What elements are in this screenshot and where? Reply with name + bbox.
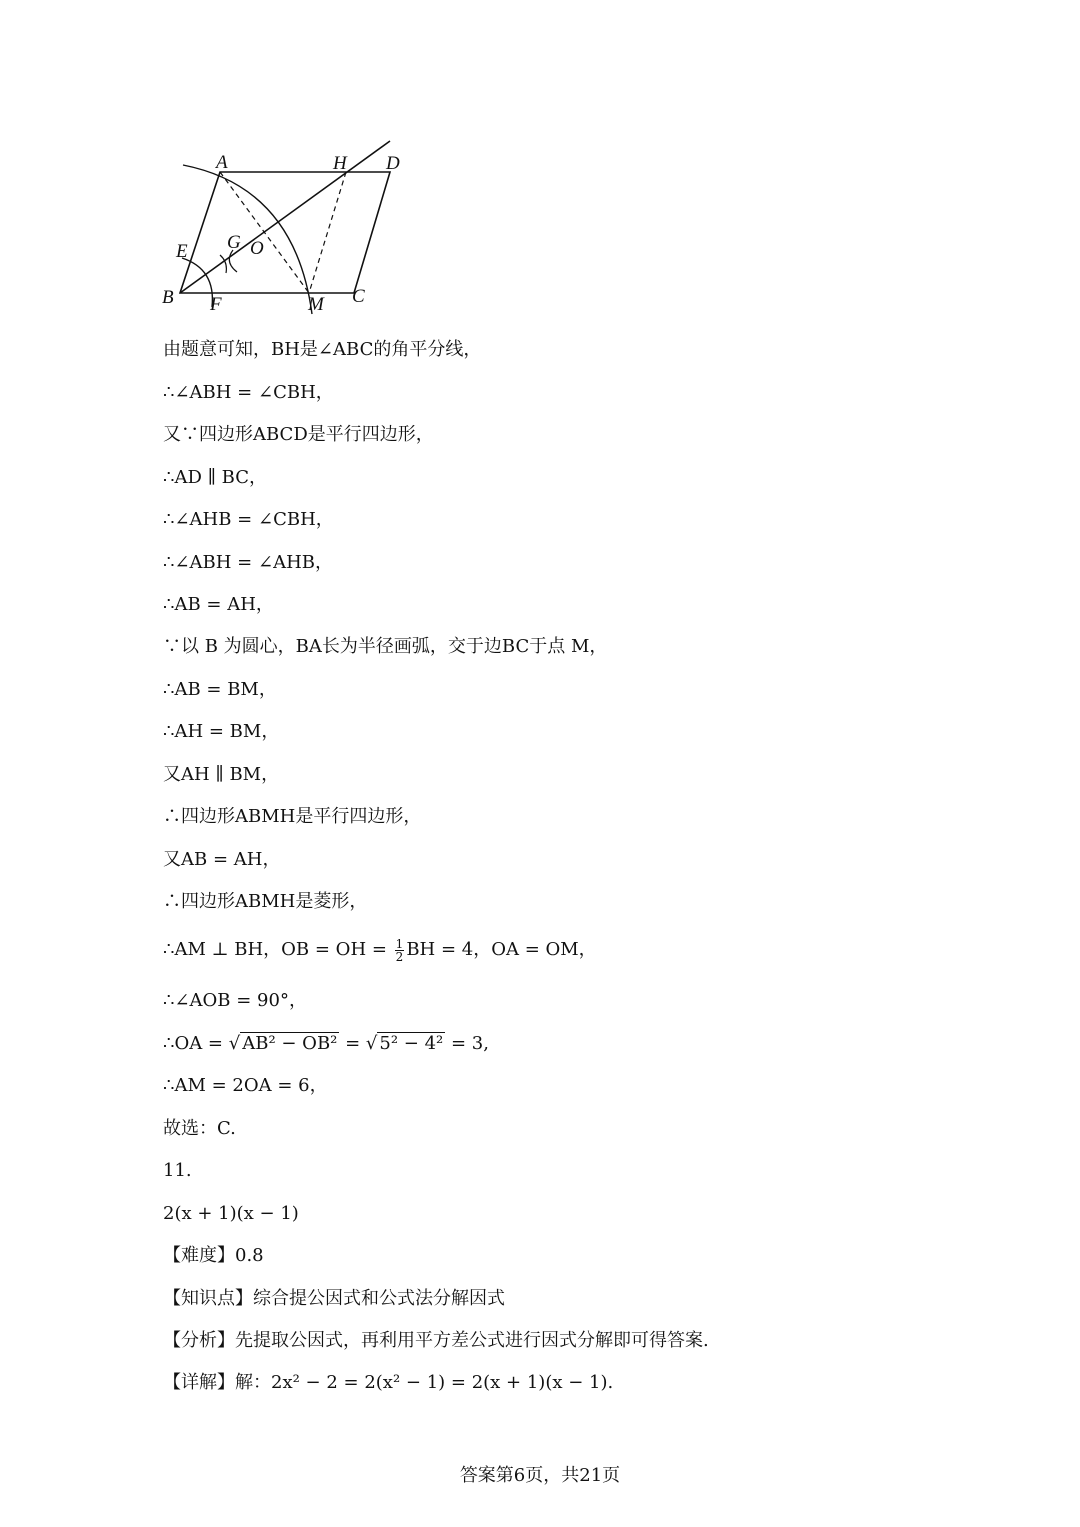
question-11-difficulty: 【难度】0.8 — [163, 1245, 264, 1266]
label-f: F — [210, 294, 222, 315]
question-11-knowledge: 【知识点】综合提公因式和公式法分解因式 — [163, 1288, 505, 1309]
solution-line-1: 由题意可知，BH是∠ABC的角平分线， — [163, 339, 482, 360]
solution-line-4: ∴AD ∥ BC， — [163, 467, 267, 488]
label-g: G — [227, 232, 241, 253]
line-15-text-b: BH = 4，OA = OM， — [406, 939, 597, 960]
line-17-text-c: = 3, — [445, 1033, 489, 1054]
label-e: E — [176, 241, 188, 262]
label-c: C — [352, 286, 365, 307]
solution-line-19: 故选：C. — [163, 1118, 236, 1139]
fraction-one-half — [395, 938, 405, 963]
solution-line-3: 又∵四边形ABCD是平行四边形， — [163, 424, 434, 445]
radicand-1: AB² − OB² — [242, 1033, 338, 1054]
radical-sign: √ — [365, 1033, 378, 1054]
arc-small-ef — [182, 258, 212, 307]
fraction-numerator: 1 — [395, 936, 404, 951]
solution-line-15 — [163, 937, 597, 963]
label-d: D — [386, 153, 400, 174]
solution-line-13: 又AB = AH， — [163, 849, 281, 870]
radical-sign: √ — [228, 1033, 241, 1054]
fraction-denominator: 2 — [395, 949, 404, 964]
solution-line-11: 又AH ∥ BM， — [163, 764, 280, 785]
line-17-text-b: = — [339, 1033, 366, 1054]
solution-line-17 — [163, 1031, 489, 1057]
solution-line-6: ∴∠ABH = ∠AHB， — [163, 552, 333, 573]
label-b: B — [162, 287, 174, 308]
solution-line-7: ∴AB = AH， — [163, 594, 274, 615]
label-a: A — [216, 152, 228, 173]
solution-line-9: ∴AB = BM， — [163, 679, 277, 700]
line-17-text-a: ∴OA = — [163, 1033, 229, 1054]
solution-line-10: ∴AH = BM， — [163, 721, 280, 742]
solution-line-5: ∴∠AHB = ∠CBH， — [163, 509, 334, 530]
solution-line-8: ∵以 B 为圆心，BA长为半径画弧，交于边BC于点 M， — [163, 636, 608, 657]
radicand-2: 5² − 4² — [379, 1033, 444, 1054]
label-m: M — [308, 294, 324, 315]
label-o: O — [250, 238, 264, 259]
parallelogram-construction-figure — [150, 132, 410, 322]
label-h: H — [333, 153, 347, 174]
solution-line-16: ∴∠AOB = 90°， — [163, 990, 307, 1011]
question-11-detail: 【详解】解：2x² − 2 = 2(x² − 1) = 2(x + 1)(x − 1). — [163, 1372, 614, 1393]
sqrt-ab-ob — [229, 1031, 340, 1057]
question-11-number: 11. — [163, 1160, 192, 1181]
solution-line-2: ∴∠ABH = ∠CBH， — [163, 382, 334, 403]
sqrt-5-4 — [366, 1031, 445, 1057]
solution-line-18: ∴AM = 2OA = 6， — [163, 1075, 328, 1096]
line-15-text-a: ∴AM ⊥ BH，OB = OH = — [163, 939, 393, 960]
page-footer: 答案第6页，共21页 — [459, 1465, 621, 1486]
solution-line-12: ∴四边形ABMH是平行四边形， — [163, 806, 422, 827]
question-11-analysis: 【分析】先提取公因式，再利用平方差公式进行因式分解即可得答案. — [163, 1330, 709, 1351]
arc-radius-ba — [183, 165, 312, 314]
question-11-answer: 2(x + 1)(x − 1) — [163, 1203, 299, 1224]
segment-hm — [309, 172, 346, 293]
ray-bh — [180, 141, 390, 293]
solution-line-14: ∴四边形ABMH是菱形， — [163, 891, 368, 912]
